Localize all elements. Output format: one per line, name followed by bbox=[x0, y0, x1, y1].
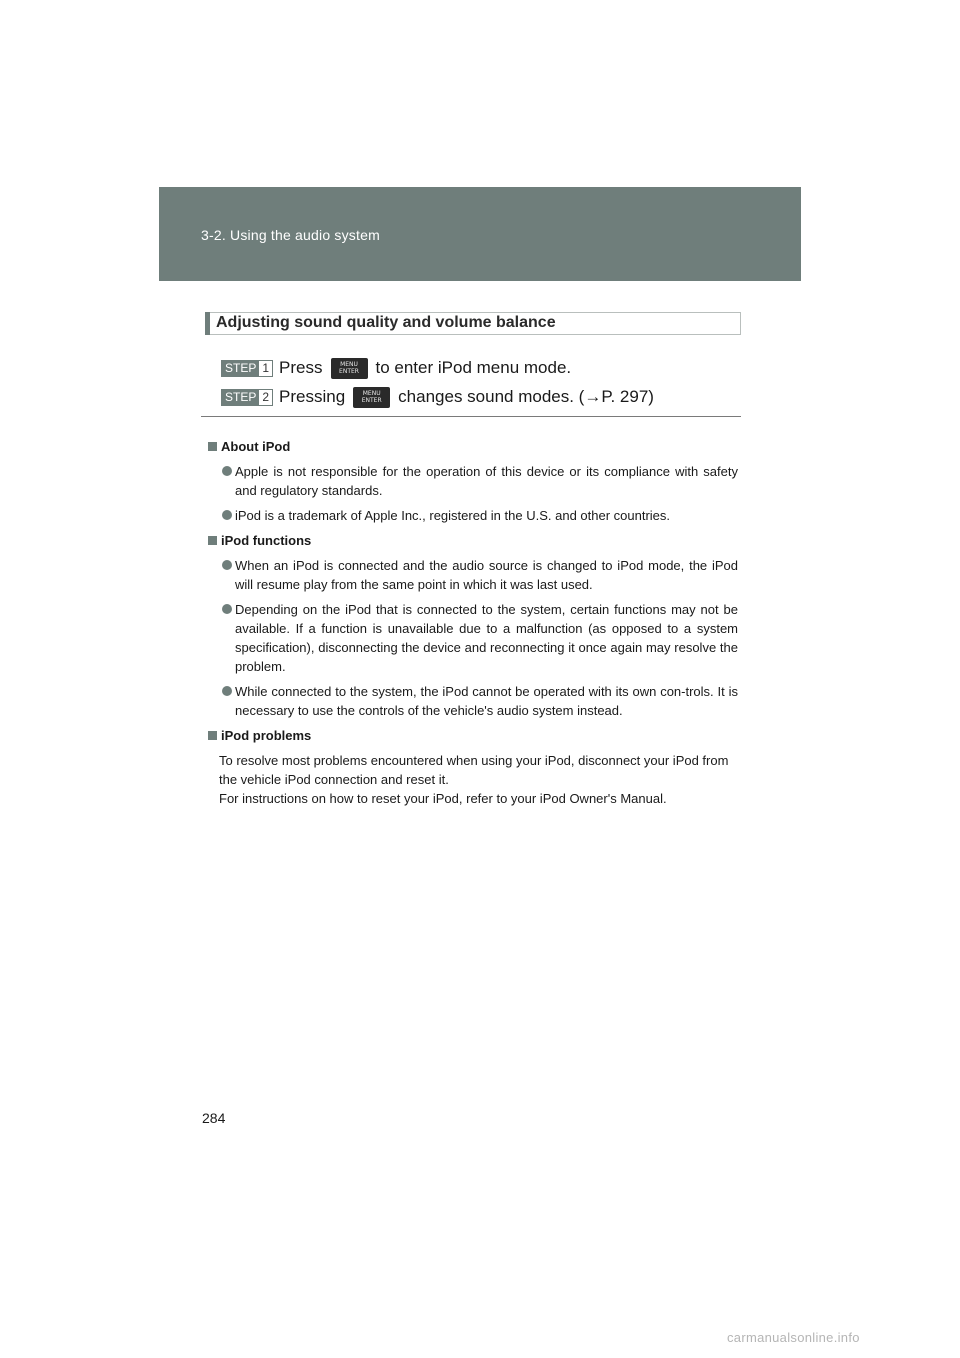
bullet-icon bbox=[222, 466, 232, 476]
bullet-icon bbox=[222, 510, 232, 520]
step-2-before: Pressing bbox=[279, 387, 346, 406]
divider bbox=[201, 416, 741, 417]
step-2 bbox=[221, 386, 654, 408]
list-item: When an iPod is connected and the audio source is changed to iPod mode, the iPod will resume play from the same point in which it was last used. bbox=[222, 556, 738, 594]
watermark: carmanualsonline.info bbox=[727, 1330, 860, 1345]
list-item: iPod is a trademark of Apple Inc., registered in the U.S. and other countries. bbox=[222, 506, 738, 525]
menu-enter-button-icon: MENU ENTER bbox=[331, 358, 368, 379]
page-number: 284 bbox=[202, 1110, 226, 1126]
list-item: While connected to the system, the iPod cannot be operated with its own con-trols. It is necessary to use the controls of the vehicle's audio system instead. bbox=[222, 682, 738, 720]
step-1-badge: STEP 1 bbox=[221, 360, 273, 377]
header-band bbox=[159, 187, 801, 281]
section-title-box bbox=[205, 312, 741, 335]
problems-heading: iPod problems bbox=[208, 726, 738, 745]
section-title-bar bbox=[205, 312, 210, 335]
section-label: 3-2. Using the audio system bbox=[201, 227, 380, 243]
step-1-before: Press bbox=[279, 358, 323, 377]
bullet-icon bbox=[222, 686, 232, 696]
problems-text-1: To resolve most problems encountered when using your iPod, disconnect your iPod from the vehicle iPod connection and reset it. bbox=[219, 753, 729, 787]
bullet-icon bbox=[222, 560, 232, 570]
step-2-badge: STEP 2 bbox=[221, 389, 273, 406]
list-item: Apple is not responsible for the operation of this device or its compliance with safety and regulatory standards. bbox=[222, 462, 738, 500]
bullet-icon bbox=[222, 604, 232, 614]
square-bullet-icon bbox=[208, 731, 217, 740]
square-bullet-icon bbox=[208, 442, 217, 451]
menu-enter-button-icon: MENU ENTER bbox=[353, 387, 390, 408]
square-bullet-icon bbox=[208, 536, 217, 545]
functions-heading: iPod functions bbox=[208, 531, 738, 550]
list-item: Depending on the iPod that is connected to the system, certain functions may not be available. If a function is unavailable due to a malfunction (as opposed to a system specification), disconnecting the device and reconnecting it once again may resolve the problem. bbox=[222, 600, 738, 676]
step-2-after: changes sound modes. (→P. 297) bbox=[398, 387, 654, 406]
problems-text-2: For instructions on how to reset your iPod, refer to your iPod Owner's Manual. bbox=[219, 791, 667, 806]
notes bbox=[208, 437, 738, 808]
about-heading: About iPod bbox=[208, 437, 738, 456]
step-1 bbox=[221, 357, 571, 379]
step-1-after: to enter iPod menu mode. bbox=[375, 358, 572, 377]
section-title: Adjusting sound quality and volume balance bbox=[216, 314, 556, 331]
